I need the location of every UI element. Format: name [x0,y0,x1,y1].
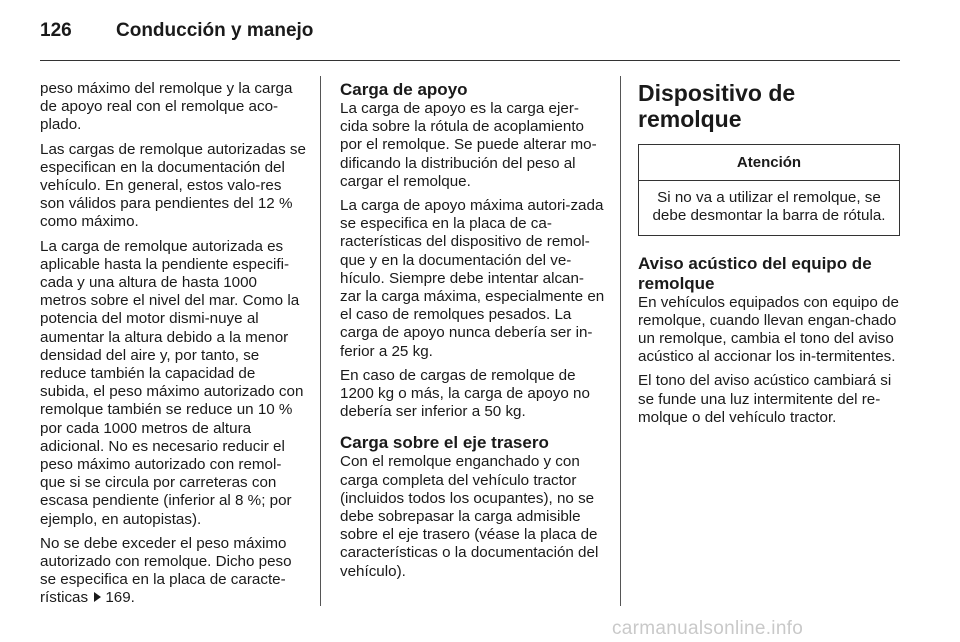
paragraph: Con el remolque enganchado y con carga completa del vehículo tractor (incluidos todos los ocupantes), no se debe sobrepasar la carga admisible sobre el eje trasero (véase la placa de características o la documentación del vehículo). [340,453,599,580]
paragraph: En caso de cargas de remolque de 1200 kg o más, la carga de apoyo no debería ser inferior a 50 kg. [340,366,590,421]
watermark: carmanualsonline.info [612,618,804,639]
section-title: Dispositivo de remolque [638,80,796,132]
paragraph: La carga de apoyo máxima autori-zada se especifica en la placa de ca-racterísticas del dispositivo de remol-que y en la documentación del ve-hículo. Siempre debe intentar alcan-zar la carga máxima, especialmente en el caso de remolques pesados. La carga de apoyo nunca debería ser in-ferior a 25 kg. [340,197,605,360]
page-reference-arrow-icon [94,592,101,602]
header-rule [40,60,900,61]
paragraph: peso máximo del remolque y la carga de apoyo real con el remolque aco-plado. [40,80,293,134]
page-reference[interactable]: 169. [105,589,135,607]
page-number: 126 [40,20,72,41]
column-divider [620,76,621,606]
column-left [40,80,306,614]
paragraph: En vehículos equipados con equipo de remolque, cuando llevan engan-chado un remolque, cambia el tono del aviso acústico al accionar los in-termitentes. [638,293,899,366]
paragraph: La carga de remolque autorizada es aplicable hasta la pendiente especifi-cada y una altura de hasta 1000 metros sobre el nivel del mar. Como la potencia del motor dismi-nuye al aumentar la altura debido a la menor densidad del aire y, por tanto, se reduce también la capacidad de subida, el peso máximo autorizado con remolque también se reduce un 10 % por cada 1000 metros de altura adicional. No es necesario reducir el peso máximo autorizado con remol-que si se circula por carreteras con escasa pendiente (inferior al 8 %; por ejemplo, en autopistas). [40,237,304,528]
column-middle [340,80,605,587]
section-heading-carga-eje-trasero: Carga sobre el eje trasero [340,433,549,453]
paragraph: El tono del aviso acústico cambiará si se funde una luz intermitente del re-molque o del vehículo tractor. [638,372,892,426]
paragraph: Las cargas de remolque autorizadas se especifican en la documentación del vehículo. En general, estos valo-res son válidos para pendientes del 12 % como máximo. [40,140,306,231]
attention-box [638,144,900,236]
attention-title: Atención [639,145,899,181]
column-divider [320,76,321,606]
paragraph: La carga de apoyo es la carga ejer-cida sobre la rótula de acoplamiento por el remolque. Se puede alterar mo-dificando la distribución del peso al cargar el remolque. [340,100,597,190]
paragraph-with-reference [40,535,306,608]
column-right [638,80,904,433]
section-heading-aviso-acustico: Aviso acústico del equipo de remolque [638,253,872,293]
chapter-title: Conducción y manejo [116,20,314,41]
page-header [40,10,900,54]
paragraph-text: No se debe exceder el peso máximo autorizado con remolque. Dicho peso se especifica en la placa de caracte-rísticas [40,534,292,607]
section-heading-carga-de-apoyo: Carga de apoyo [340,80,468,99]
attention-body: Si no va a utilizar el remolque, se debe desmontar la barra de rótula. [652,189,886,225]
